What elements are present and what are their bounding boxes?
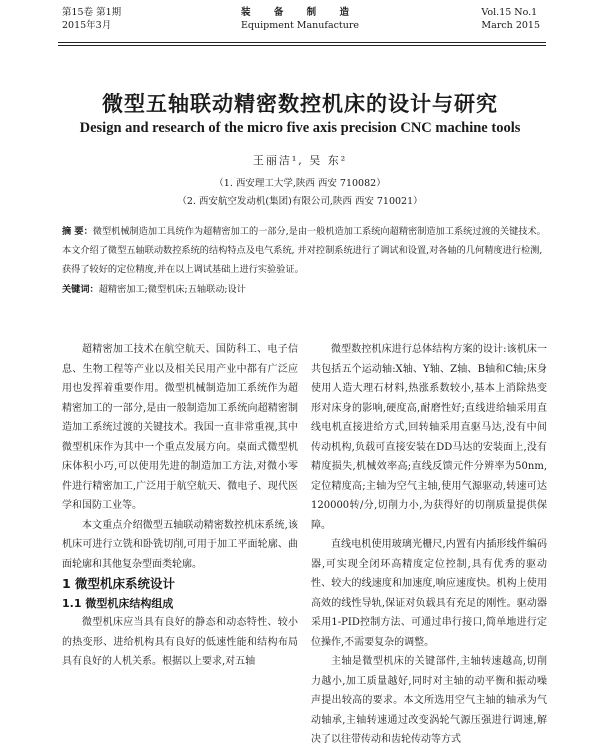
authors: 王丽洁¹, 吴 东² bbox=[252, 154, 348, 167]
paragraph: 主轴是微型机床的关键部件,主轴转速越高,切削力越小,加工质量越好,同时对主轴的动平衡和振动噪声提出较高的要求。本文所选用空气主轴的轴承为气动轴承,主轴转速通过改变涡轮气源压强进行调速,解决了以往带传动和齿轮传动等方式 bbox=[311, 656, 547, 745]
left-column bbox=[62, 340, 298, 672]
volume-en: Vol.15 No.1 bbox=[481, 7, 538, 18]
volume-cn: 第15卷 第1期 bbox=[62, 7, 122, 18]
date-en: March 2015 bbox=[481, 20, 540, 31]
paragraph: 本文重点介绍微型五轴联动精密数控机床系统,该机床可进行立铣和卧铣切削,可用于加工平面轮廓、曲面轮廓和其他复杂型面类轮廓。 bbox=[62, 519, 298, 570]
journal-name-cn: 装 备 制 造 bbox=[241, 7, 359, 18]
affiliation-1: （1. 西安理工大学,陕西 西安 710082） bbox=[214, 178, 386, 189]
journal-name-en: Equipment Manufacture bbox=[240, 20, 360, 31]
paper-title-cn: 微型五轴联动精密数控机床的设计与研究 bbox=[102, 92, 498, 116]
paragraph: 直线电机使用玻璃光栅尺,内置有内插形线件编码器,可实现全闭环高精度定位控制,具有优秀的驱动性、较大的线速度和加速度,响应速度快。机构上使用高效的线性导轨,保证对负载具有充足的刚性。驱动器采用1-PID控制方法、可通过串行接口,简单地进行定位操作,不需要复杂的调整。 bbox=[311, 539, 547, 648]
paper-title-en: Design and research of the micro five axis precision CNC machine tools bbox=[79, 120, 521, 136]
running-header bbox=[0, 6, 600, 42]
keywords bbox=[62, 280, 546, 299]
abstract-label: 摘 要： bbox=[62, 226, 93, 237]
abstract-text: 微型机械制造加工具统作为超精密加工的一部分,是由一般机造加工系统向超精密制造加工系统过渡的关键技术。本文介绍了微型五轴联动数控系统的结构特点及电气系统, 并对控制系统进行了调试和设置,对各轴的几何精度进行检测,获得了较好的定位精度,并在以上调试基础上进行实验验证。 bbox=[62, 226, 546, 275]
keywords-label: 关键词： bbox=[62, 284, 99, 295]
paragraph: 超精密加工技术在航空航天、国防科工、电子信息、生物工程等产业以及相关民用产业中都有广泛应用也发挥着重要作用。微型机械制造加工系统作为超精密加工的一部分,是由一般制造加工系统向超精密制造加工系统过渡的关键技术。我国一直非常重视,其中微型机床作为其中一个重点发展方向。桌面式微型机床体积小巧,可以使用先进的制造加工方法,对微小零件进行精密加工,广泛用于航空航天、微电子、现代医学和国防工业等。 bbox=[62, 344, 298, 511]
date-cn: 2015年3月 bbox=[62, 20, 112, 31]
paragraph: 微型机床应当具有良好的静态和动态特性、较小的热变形、进给机构具有良好的低速性能和结构布局具有良好的人机关系。根据以上要求,对五轴 bbox=[62, 617, 298, 667]
header-right bbox=[481, 6, 540, 32]
header-rule-bottom bbox=[58, 45, 546, 46]
section-heading: 1 微型机床系统设计 bbox=[62, 576, 176, 591]
keywords-text: 超精密加工;微型机床;五轴联动;设计 bbox=[98, 284, 246, 295]
subsection-heading: 1.1 微型机床结构组成 bbox=[62, 596, 174, 610]
paragraph: 微型数控机床进行总体结构方案的设计:该机床一共包括五个运动轴:X轴、Y轴、Z轴、B轴和C轴;床身使用人造大理石材料,热涨系数较小,基本上消除热变形对床身的影响,硬度高,耐磨性好;直线进给轴采用直线电机直接进给方式,回转轴采用直驱马达,没有中间传动机构,负载可直接安装在DD马达的安装面上,没有精度损失,机械效率高;直线反馈元件分辨率为50nm,定位精度高;主轴为空气主轴,使用气源驱动,转速可达120000转/分,切削力小,为获得好的切削质量提供保障。 bbox=[311, 344, 547, 531]
affiliation-2: （2. 西安航空发动机(集团)有限公司,陕西 西安 710021） bbox=[177, 196, 423, 207]
right-column bbox=[311, 340, 547, 750]
abstract bbox=[62, 222, 546, 279]
header-rule-top bbox=[58, 42, 546, 43]
